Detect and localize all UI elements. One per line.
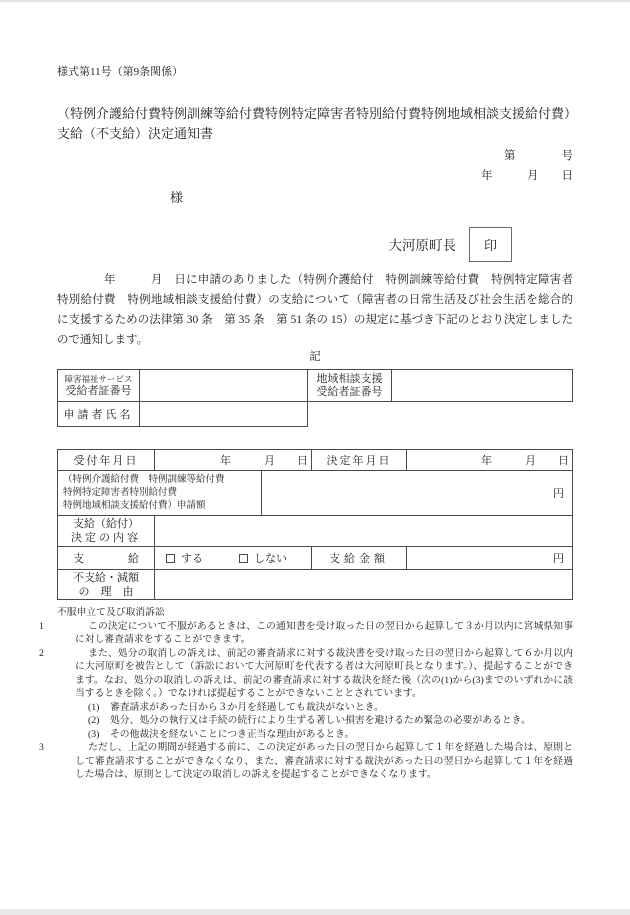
payment-yes-label: する — [181, 553, 203, 565]
community-support-number-digit-field[interactable] — [391, 370, 574, 401]
notification-paragraph: 年 月 日に申請のありました（特例介護給付 特例訓練等給付費 特例特定障害者特別給付費 特例地域相談支援給付費）の支給について（障害者の日常生活及び社会生活を総合的に支援するための法律第 30 条 第 35 条 第 51 条の 15）の規定に基づき下記のとおり決定しましたので通知します。 — [57, 274, 573, 346]
document-date: 年 月 日 — [481, 170, 573, 182]
addressee-honorific: 様 — [170, 190, 184, 205]
service-number-label: 障害福祉サービス 受給者証番号 — [64, 373, 133, 397]
document-title-line2: 支給（不支給）決定通知書 — [57, 126, 214, 141]
appeal-notes-heading: 不服申立て及び取消訴訟 — [57, 607, 165, 618]
payment-choice-field — [154, 547, 311, 569]
payment-amount-field[interactable]: 円 — [406, 547, 572, 569]
decision-content-field[interactable] — [154, 516, 572, 546]
note-subitem: (2) 処分、処分の執行又は手続の続行により生ずる著しい損害を避けるため緊急の必要があるとき。 — [88, 715, 531, 726]
decision-date-label: 決定年月日 — [311, 450, 406, 470]
applicant-name-label: 申請者氏名 — [63, 409, 134, 421]
document-title-line1: （特例介護給付費特例訓練等給付費特例特定障害者特別給付費特例地域相談支援給付費） — [57, 106, 578, 121]
denial-reason-field[interactable] — [154, 570, 572, 599]
service-number-digit-field[interactable] — [139, 370, 307, 401]
denial-reason-label: 不支給・減額 の 理 由 — [73, 571, 139, 598]
application-amount-field[interactable]: 円 — [261, 471, 572, 515]
reception-date-field[interactable]: 年 月 日 — [154, 450, 311, 470]
payment-yes-checkbox[interactable] — [166, 554, 175, 563]
applicant-name-field[interactable] — [139, 402, 307, 426]
decision-date-field[interactable]: 年 月 日 — [406, 450, 572, 470]
application-amount-label: （特例介護給付費 特例訓練等給付費 特例特定障害者特別給付費 特例地域相談支援給付費）申請額 — [63, 474, 225, 511]
appeal-notes — [39, 606, 573, 782]
scan-edge-bottom — [0, 909, 630, 915]
payment-amount-label: 支給金額 — [311, 547, 406, 569]
payment-no-checkbox[interactable] — [239, 554, 248, 563]
payment-no-label: しない — [254, 553, 287, 565]
ki-separator: 記 — [309, 351, 321, 363]
recipient-number-table — [57, 369, 573, 427]
official-seal-box — [469, 227, 512, 262]
note-subitem: (3) その他裁決を経ないことにつき正当な理由があるとき。 — [88, 728, 355, 740]
payment-label: 支 給 — [73, 553, 139, 565]
document-number: 第 号 — [504, 150, 573, 162]
scan-edge-top — [0, 0, 630, 2]
note-item: 1 この決定について不服があるときは、この通知書を受け取った日の翌日から起算して３か月以内に宮城県知事に対し審査請求をすることができます。 — [39, 620, 573, 645]
decision-table — [57, 449, 573, 600]
issuer-row — [57, 224, 573, 264]
decision-content-label: 支給（給付） 決定の内容 — [71, 518, 141, 544]
issuer-name: 大河原町長 — [388, 238, 456, 253]
note-item: 2 また、処分の取消しの訴えは、前記の審査請求に対する裁決書を受け取った日の翌日から起算して６か月以内に大河原町を被告として（訴訟において大河原町を代表する者は大河原町長となります。）、提起することができます。なお、処分の取消しの訴えは、前記の審査請求に対する裁決を経た後（次の(1)から(3)までのいずれかに該当するときを除く。）でなければ提起することができないこととされています。 — [39, 647, 573, 699]
seal-placeholder-label: 印 — [483, 237, 497, 253]
note-subitem: (1) 審査請求があった日から３か月を経過しても裁決がないとき。 — [88, 701, 384, 713]
form-number: 様式第11号（第9条関係） — [57, 66, 184, 78]
community-support-number-label: 地域相談支援 受給者証番号 — [307, 370, 391, 401]
note-item: 3 ただし、上記の期間が経過する前に、この決定があった日の翌日から起算して１年を経過した場合は、原則として審査請求することができなくなり、また、審査請求に対する裁決があった日の翌日から起算して１年を経過した場合は、原則として決定の取消しの訴えを提起することができなくなります。 — [39, 742, 573, 780]
reception-date-label: 受付年月日 — [73, 455, 139, 467]
